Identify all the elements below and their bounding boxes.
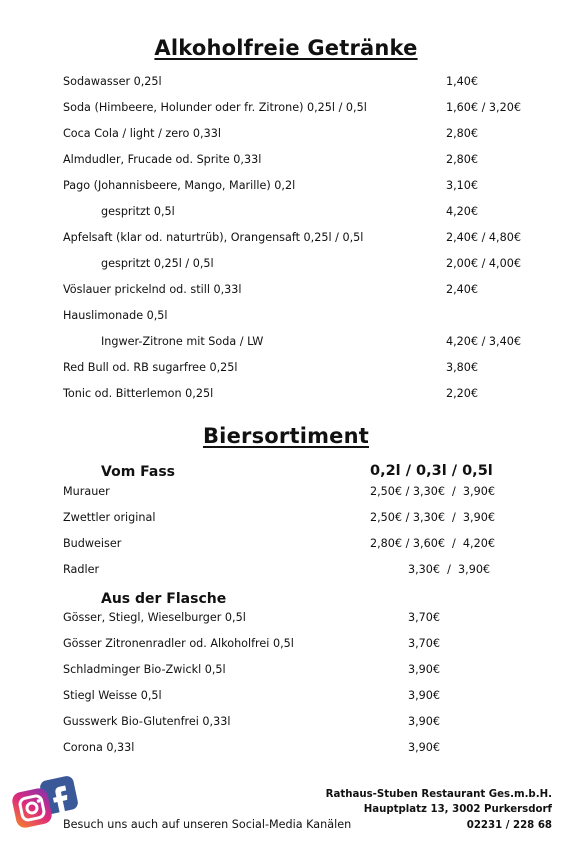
- bier-title: Biersortiment: [202, 424, 370, 448]
- item-price: 3,10€: [446, 179, 479, 192]
- company-phone: 02231 / 228 68: [466, 820, 552, 831]
- menu-item-row: [0, 562, 572, 578]
- item-name: Ingwer-Zitrone mit Soda / LW: [101, 335, 264, 348]
- menu-item-row: [0, 740, 572, 756]
- item-price: 3,90€: [408, 663, 441, 676]
- flasche-heading: Aus der Flasche: [101, 591, 227, 607]
- menu-item-row: [0, 100, 572, 116]
- social-media-text: Besuch uns auch auf unseren Social-Media Kanälen: [63, 818, 352, 831]
- item-price: 2,40€ / 4,80€: [446, 231, 521, 244]
- menu-item-row: [0, 178, 572, 194]
- menu-item-row: [0, 714, 572, 730]
- item-name: Zwettler original: [63, 511, 156, 524]
- company-name: Rathaus-Stuben Restaurant Ges.m.b.H.: [325, 789, 552, 800]
- menu-item-row: [0, 662, 572, 678]
- menu-item-row: [0, 636, 572, 652]
- menu-item-row: [0, 230, 572, 246]
- menu-item-row: [0, 360, 572, 376]
- menu-item-row: [0, 510, 572, 526]
- item-name: Red Bull od. RB sugarfree 0,25l: [63, 361, 238, 374]
- item-price: 2,20€: [446, 387, 479, 400]
- item-price: 1,60€ / 3,20€: [446, 101, 521, 114]
- fass-sizes-heading: 0,2l / 0,3l / 0,5l: [370, 463, 493, 479]
- item-price: 3,30€ / 3,90€: [408, 563, 491, 576]
- item-name: Gusswerk Bio-Glutenfrei 0,33l: [63, 715, 231, 728]
- item-price: 2,50€ / 3,30€ / 3,90€: [370, 511, 495, 524]
- item-name: Soda (Himbeere, Holunder oder fr. Zitrone) 0,25l / 0,5l: [63, 101, 367, 114]
- company-address: Hauptplatz 13, 3002 Purkersdorf: [363, 804, 552, 815]
- item-price: 3,70€: [408, 637, 441, 650]
- item-name: gespritzt 0,5l: [101, 205, 175, 218]
- item-name: Budweiser: [63, 537, 122, 550]
- item-name: Pago (Johannisbeere, Mango, Marille) 0,2l: [63, 179, 296, 192]
- item-price: 3,90€: [408, 689, 441, 702]
- item-name: Almdudler, Frucade od. Sprite 0,33l: [63, 153, 262, 166]
- menu-item-row: [0, 282, 572, 298]
- menu-item-row: [0, 484, 572, 500]
- item-price: 1,40€: [446, 75, 479, 88]
- item-price: 2,80€ / 3,60€ / 4,20€: [370, 537, 495, 550]
- menu-item-row: [0, 334, 572, 350]
- item-name: Murauer: [63, 485, 110, 498]
- item-price: 2,00€ / 4,00€: [446, 257, 521, 270]
- menu-item-row: [0, 610, 572, 626]
- menu-item-row: [0, 126, 572, 142]
- vom-fass-heading: Vom Fass: [101, 464, 176, 480]
- item-name: Gösser Zitronenradler od. Alkoholfrei 0,5l: [63, 637, 294, 650]
- item-price: 2,80€: [446, 127, 479, 140]
- item-price: 4,20€: [446, 205, 479, 218]
- menu-item-row: [0, 386, 572, 402]
- item-name: Tonic od. Bitterlemon 0,25l: [63, 387, 214, 400]
- item-price: 3,80€: [446, 361, 479, 374]
- item-price: 2,80€: [446, 153, 479, 166]
- item-price: 3,90€: [408, 715, 441, 728]
- item-name: Apfelsaft (klar od. naturtrüb), Orangensaft 0,25l / 0,5l: [63, 231, 364, 244]
- item-name: Hauslimonade 0,5l: [63, 309, 168, 322]
- item-price: 3,70€: [408, 611, 441, 624]
- menu-item-row: [0, 688, 572, 704]
- item-name: gespritzt 0,25l / 0,5l: [101, 257, 214, 270]
- item-price: 4,20€ / 3,40€: [446, 335, 521, 348]
- item-name: Radler: [63, 563, 100, 576]
- menu-item-row: [0, 536, 572, 552]
- menu-item-row: [0, 74, 572, 90]
- item-name: Gösser, Stiegl, Wieselburger 0,5l: [63, 611, 246, 624]
- item-name: Stiegl Weisse 0,5l: [63, 689, 162, 702]
- menu-item-row: [0, 308, 572, 324]
- menu-item-row: [0, 256, 572, 272]
- menu-item-row: [0, 204, 572, 220]
- item-name: Corona 0,33l: [63, 741, 135, 754]
- item-price: 3,90€: [408, 741, 441, 754]
- item-name: Schladminger Bio-Zwickl 0,5l: [63, 663, 226, 676]
- item-price: 2,50€ / 3,30€ / 3,90€: [370, 485, 495, 498]
- alkoholfrei-title: Alkoholfreie Getränke: [154, 36, 418, 60]
- item-name: Coca Cola / light / zero 0,33l: [63, 127, 221, 140]
- item-price: 2,40€: [446, 283, 479, 296]
- menu-item-row: [0, 152, 572, 168]
- item-name: Sodawasser 0,25l: [63, 75, 162, 88]
- item-name: Vöslauer prickelnd od. still 0,33l: [63, 283, 242, 296]
